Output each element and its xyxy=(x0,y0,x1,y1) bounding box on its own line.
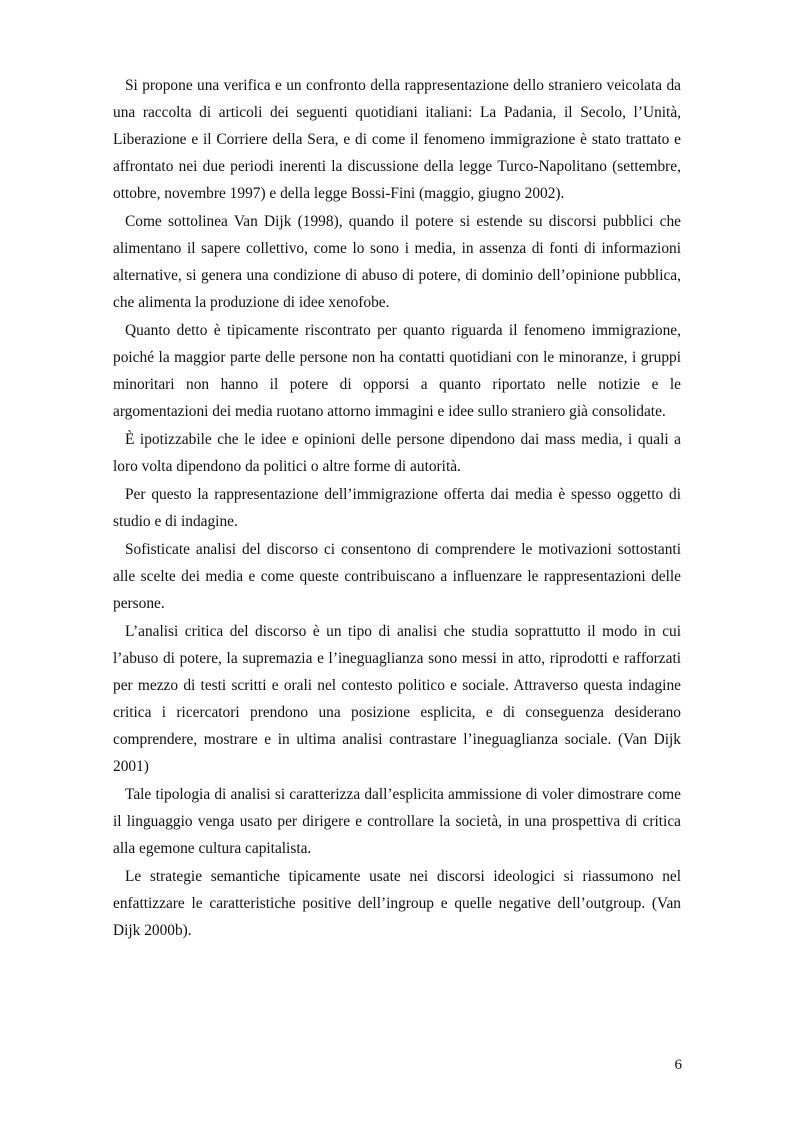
paragraph: Sofisticate analisi del discorso ci consentono di comprendere le motivazioni sottostanti alle scelte dei media e come queste contribuiscano a influenzare le rappresentazioni delle persone. xyxy=(113,541,681,612)
paragraph: È ipotizzabile che le idee e opinioni delle persone dipendono dai mass media, i quali a loro volta dipendono da politici o altre forme di autorità. xyxy=(113,431,681,475)
paragraph: Le strategie semantiche tipicamente usate nei discorsi ideologici si riassumono nel enfattizzare le caratteristiche positive dell’ingroup e quelle negative dell’outgroup. (Van Dijk 2000b). xyxy=(113,868,681,939)
paragraph: Quanto detto è tipicamente riscontrato per quanto riguarda il fenomeno immigrazione, poiché la maggior parte delle persone non ha contatti quotidiani con le minoranze, i gruppi minoritari non hanno il potere di opporsi a quanto riportato nelle notizie e le argomentazioni dei media ruotano attorno immagini e idee sullo straniero già consolidate. xyxy=(113,322,681,420)
paragraph: Si propone una verifica e un confronto della rappresentazione dello straniero veicolata da una raccolta di articoli dei seguenti quotidiani italiani: La Padania, il Secolo, l’Unità, Liberazione e il Corriere della Sera, e di come il fenomeno immigrazione è stato trattato e affrontato nei due periodi inerenti la discussione della legge Turco-Napolitano (settembre, ottobre, novembre 1997) e della legge Bossi-Fini (maggio, giugno 2002). xyxy=(113,77,681,202)
paragraph: L’analisi critica del discorso è un tipo di analisi che studia soprattutto il modo in cui l’abuso di potere, la supremazia e l’ineguaglianza sono messi in atto, riprodotti e rafforzati per mezzo di testi scritti e orali nel contesto politico e sociale. Attraverso questa indagine critica i ricercatori prendono una posizione esplicita, e di conseguenza desiderano comprendere, mostrare e in ultima analisi contrastare l’ineguaglianza sociale. (Van Dijk 2001) xyxy=(113,623,681,775)
paragraph: Per questo la rappresentazione dell’immigrazione offerta dai media è spesso oggetto di studio e di indagine. xyxy=(113,486,681,530)
page-number: 6 xyxy=(674,1057,682,1073)
paragraph: Tale tipologia di analisi si caratterizza dall’esplicita ammissione di voler dimostrare come il linguaggio venga usato per dirigere e controllare la società, in una prospettiva di critica alla egemone cultura capitalista. xyxy=(113,786,681,857)
paragraph: Come sottolinea Van Dijk (1998), quando il potere si estende su discorsi pubblici che alimentano il sapere collettivo, come lo sono i media, in assenza di fonti di informazioni alternative, si genera una condizione di abuso di potere, di dominio dell’opinione pubblica, che alimenta la produzione di idee xenofobe. xyxy=(113,213,681,311)
body-text xyxy=(113,72,681,945)
